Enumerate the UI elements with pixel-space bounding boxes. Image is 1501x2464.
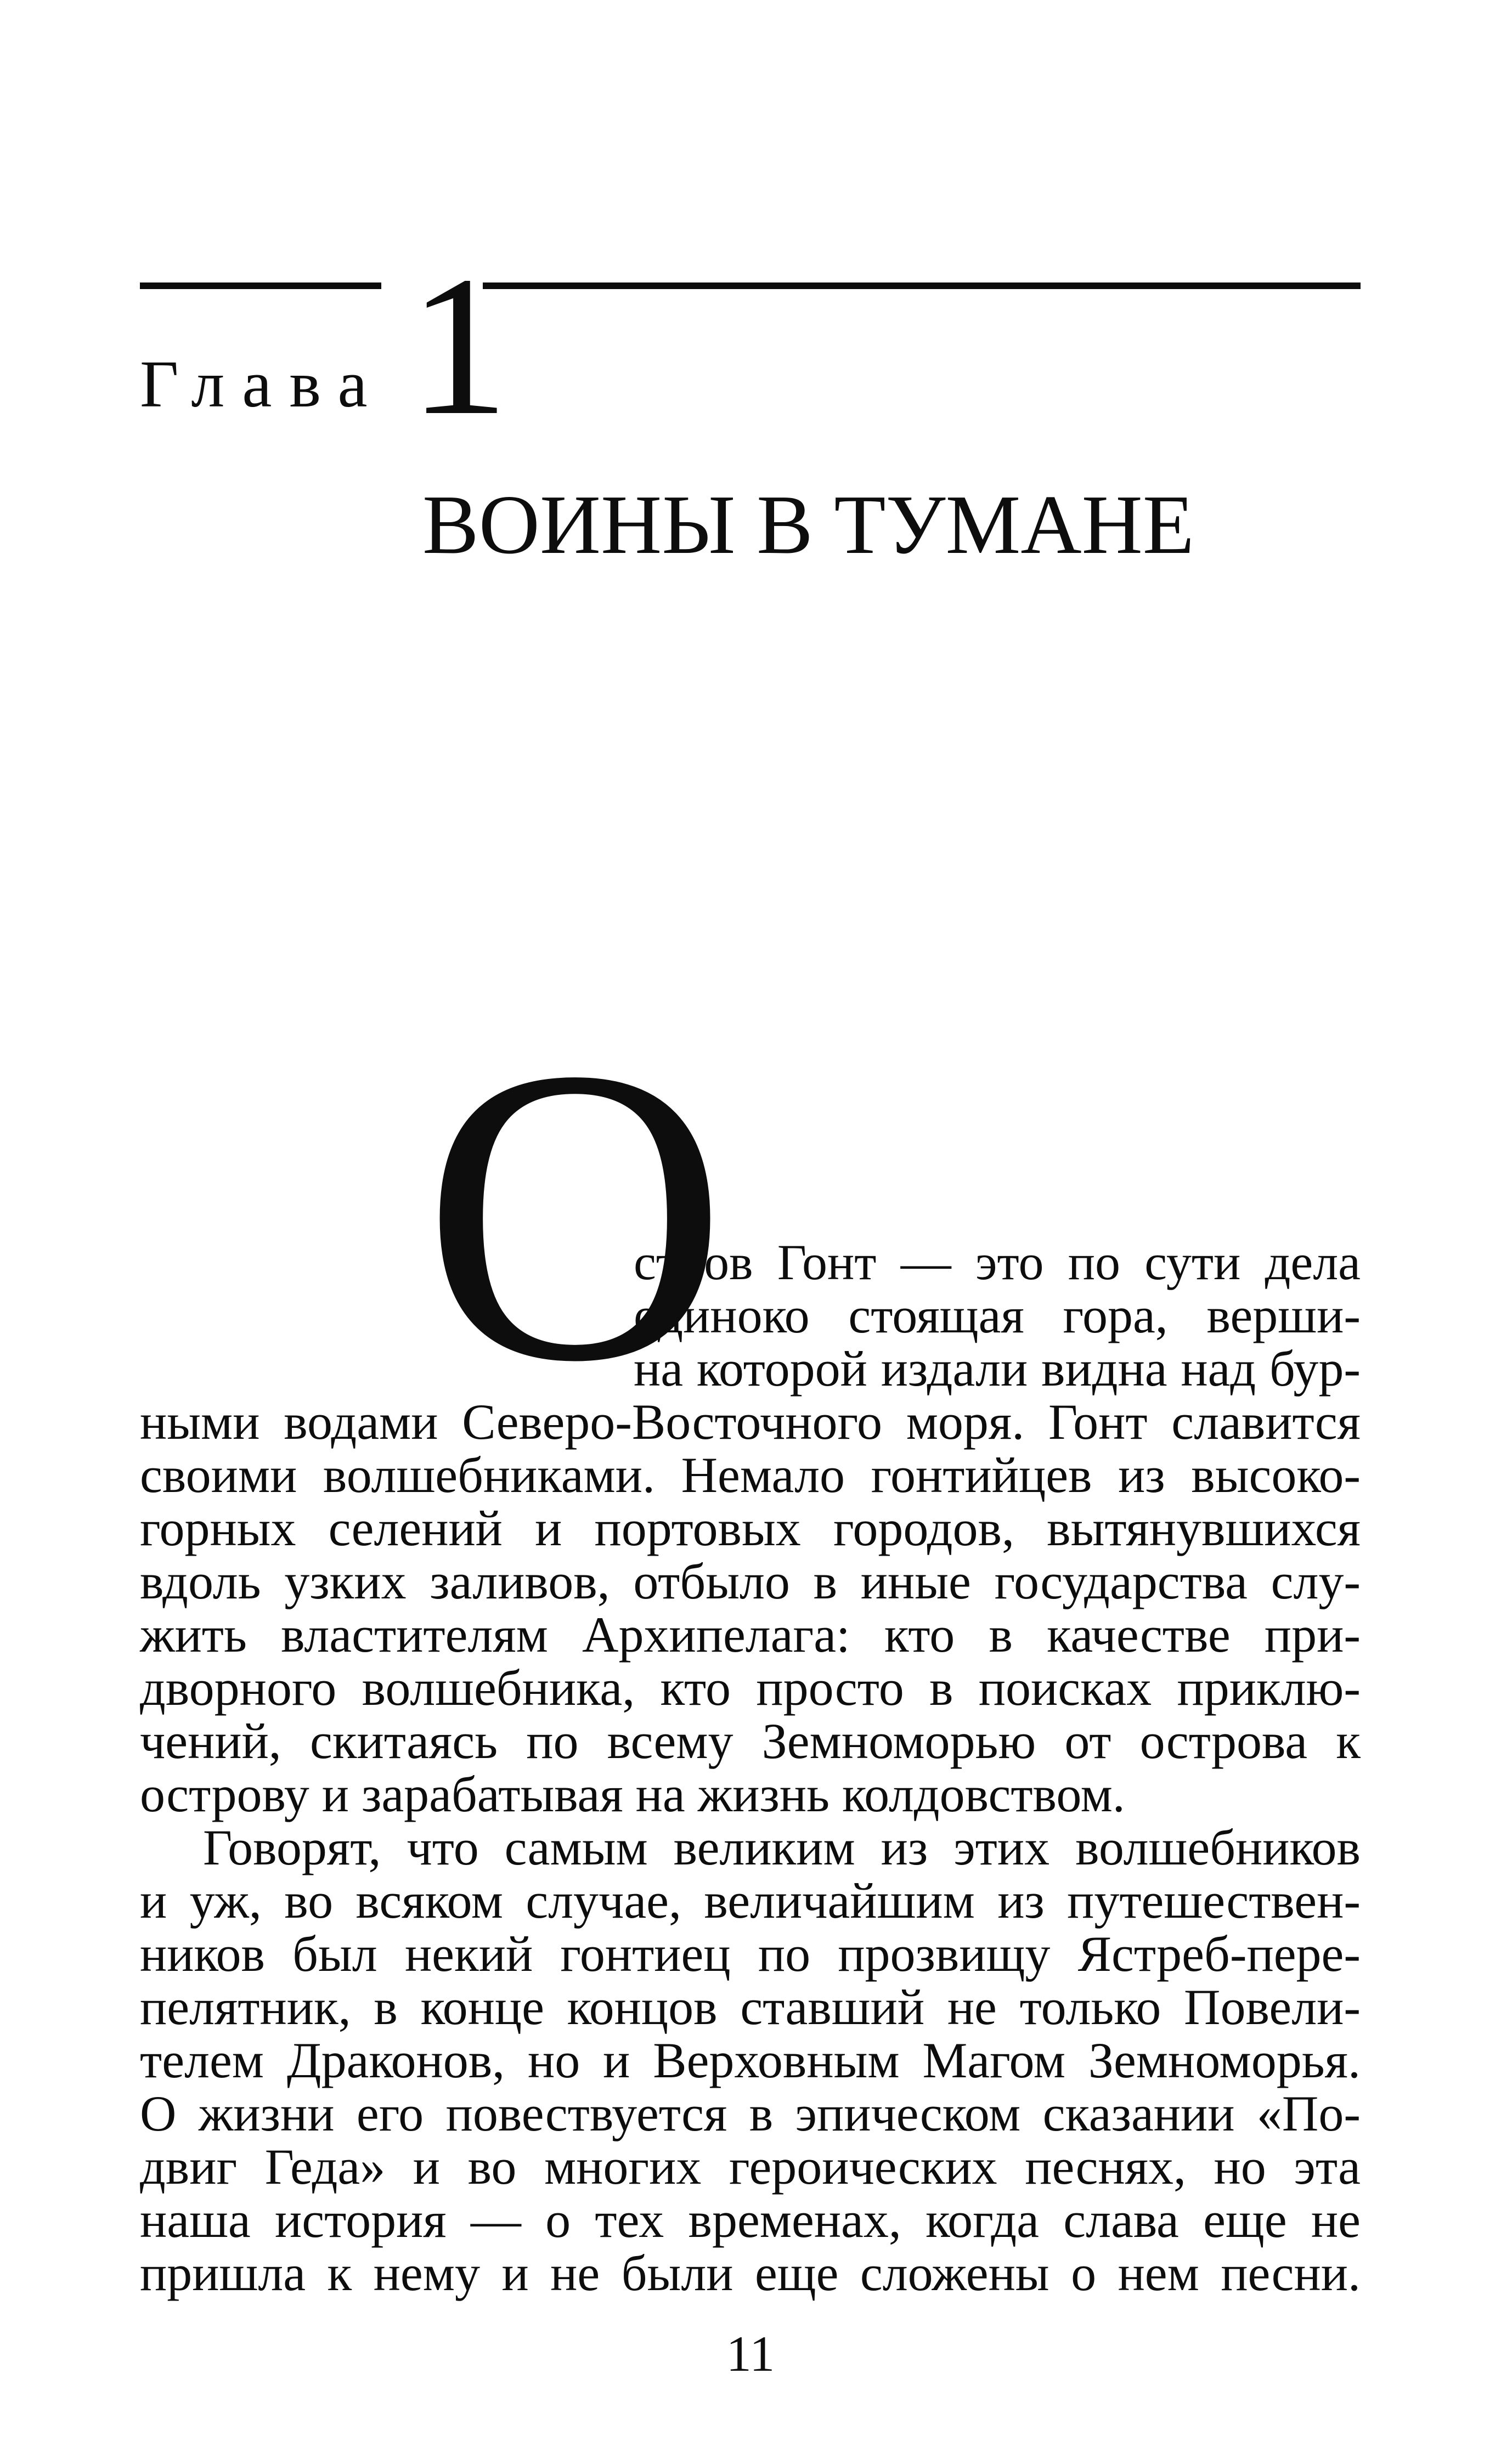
chapter-number: 1 [409, 235, 509, 456]
text-line: Говорят, что самым великим из этих волшебников [203, 1819, 1361, 1875]
text-line: одиноко стоящая гора, верши- [634, 1287, 1361, 1343]
text-line: телем Драконов, но и Верховным Магом Земноморья. [140, 2032, 1361, 2088]
chapter-label: Глава [140, 347, 385, 421]
text-line: своими волшебниками. Немало гонтийцев из высоко- [140, 1447, 1361, 1503]
text-line: пришла к нему и не были еще сложены о нем песни. [140, 2245, 1361, 2301]
page-number: 11 [726, 2326, 775, 2382]
text-line: пелятник, в конце концов ставший не только Повели- [140, 1979, 1361, 2035]
text-line: чений, скитаясь по всему Земноморью от острова к [140, 1713, 1361, 1769]
chapter-title: ВОИНЫ В ТУМАНЕ [422, 478, 1194, 572]
text-line: горных селений и портовых городов, вытянувшихся [140, 1500, 1361, 1556]
text-line: ников был некий гонтиец по прозвищу Ястреб-пере- [140, 1926, 1361, 1982]
text-line: на которой издали видна над бур- [634, 1341, 1361, 1397]
drop-cap: О [422, 981, 728, 1449]
text-line: стров Гонт — это по сути дела [634, 1234, 1361, 1290]
chapter-rule-left [140, 282, 381, 289]
chapter-rule-right [483, 282, 1361, 289]
text-line: наша история — о тех временах, когда слава еще не [140, 2192, 1361, 2248]
text-line: и уж, во всяком случае, величайшим из путешествен- [140, 1873, 1361, 1929]
text-line: дворного волшебника, кто просто в поисках приклю- [140, 1660, 1361, 1716]
text-line: О жизни его повествуется в эпическом сказании «По- [140, 2086, 1361, 2141]
text-line: жить властителям Архипелага: кто в качестве при- [140, 1607, 1361, 1663]
text-line: острову и зарабатывая на жизнь колдовством. [140, 1766, 1125, 1822]
text-line: ными водами Северо-Восточного моря. Гонт славится [140, 1394, 1361, 1450]
text-line: вдоль узких заливов, отбыло в иные государства слу- [140, 1553, 1361, 1609]
text-line: двиг Геда» и во многих героических песнях, но эта [140, 2139, 1361, 2195]
